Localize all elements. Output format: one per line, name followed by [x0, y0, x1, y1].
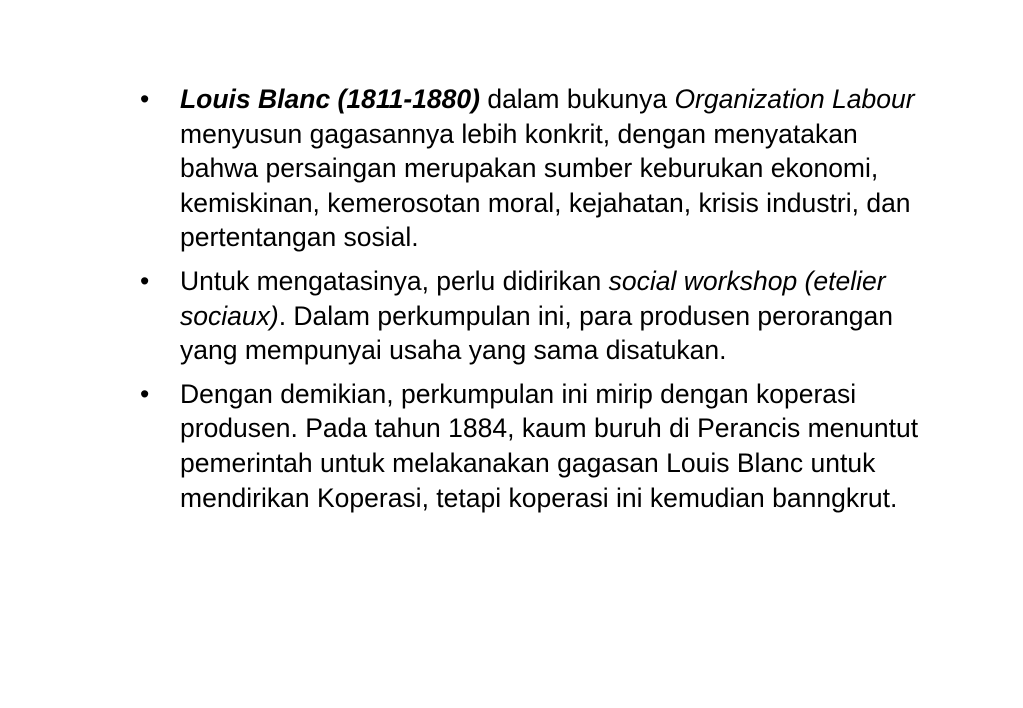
- book-title: Organization Labour: [674, 84, 915, 114]
- bullet-item-3: [140, 377, 930, 515]
- bullet-text: Untuk mengatasinya, perlu didirikan: [180, 265, 609, 296]
- bullet-text: dalam bukunya: [479, 84, 675, 114]
- italic-term: social workshop (etelier sociaux): [180, 265, 886, 331]
- bullet-icon: •: [140, 378, 150, 409]
- bullet-icon: •: [140, 265, 150, 296]
- bullet-item-2: [140, 264, 930, 368]
- author-name-with-years: Louis Blanc (1811-1880): [180, 84, 480, 114]
- bullet-list: [140, 82, 930, 524]
- bullet-text: Dengan demikian, perkumpulan ini mirip dengan koperasi produsen. Pada tahun 1884, kaum buruh di Perancis menuntut pemerintah untuk melakanakan gagasan Louis Blanc untuk mendirikan Koperasi, tetapi koperasi ini kemudian banngkrut.: [180, 378, 919, 513]
- bullet-item-1: [140, 82, 930, 255]
- bullet-text: . Dalam perkumpulan ini, para produsen perorangan yang mempunyai usaha yang sama disatukan.: [180, 300, 893, 366]
- bullet-text: menyusun gagasannya lebih konkrit, dengan menyatakan bahwa persaingan merupakan sumber keburukan ekonomi, kemiskinan, kemerosotan moral, kejahatan, krisis industri, dan pertentangan sosial.: [180, 118, 911, 253]
- bullet-icon: •: [140, 84, 150, 114]
